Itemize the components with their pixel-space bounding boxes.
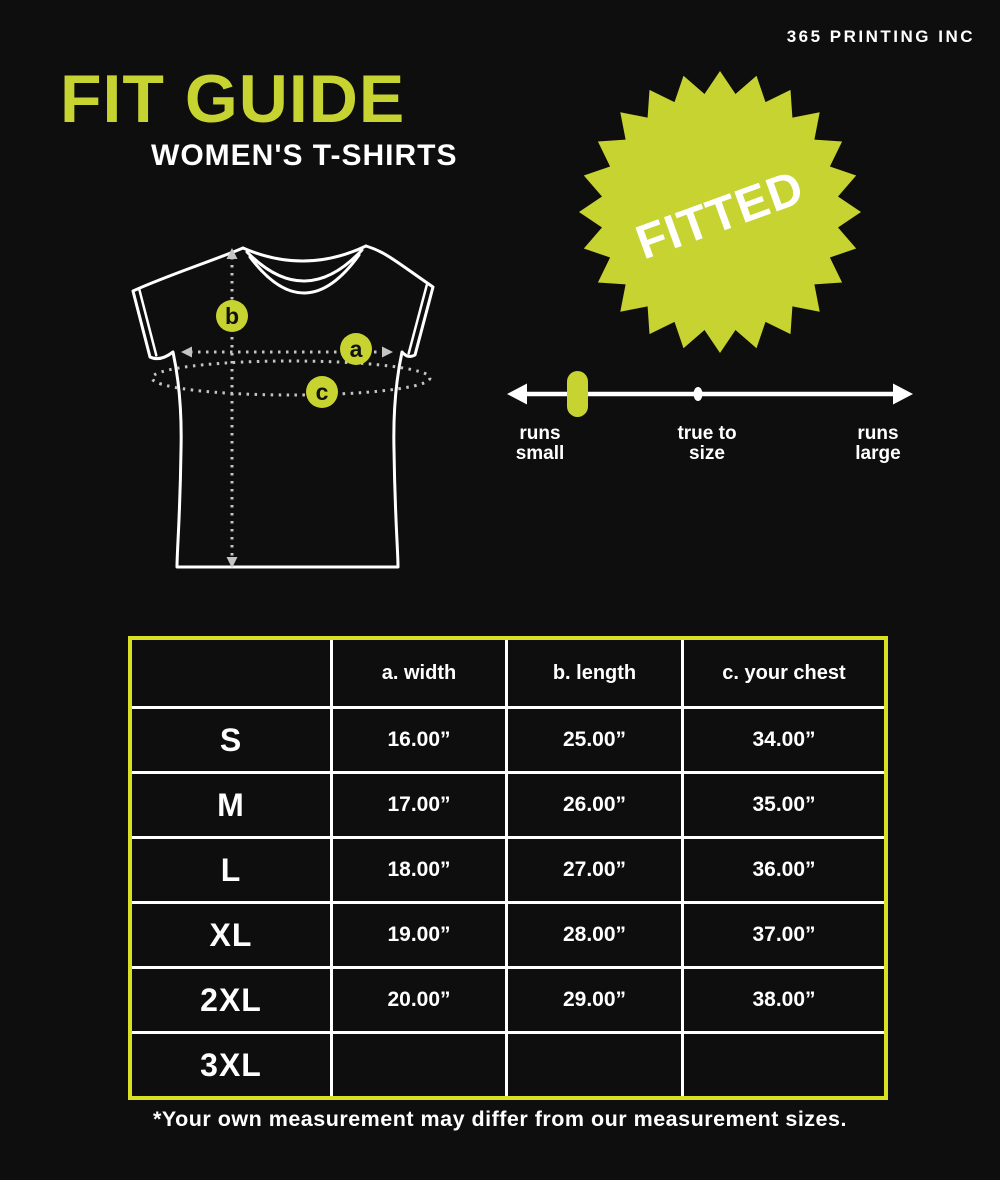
row-l-chest: 36.00” xyxy=(684,839,884,901)
tshirt-diagram xyxy=(110,215,500,595)
marker-b-label: b xyxy=(224,303,240,329)
col-header-blank xyxy=(132,640,330,706)
chest-dotted-ellipse xyxy=(152,361,430,395)
size-chart-table xyxy=(128,636,888,1100)
scale-center-dot xyxy=(694,387,703,401)
row-s-width: 16.00” xyxy=(333,709,505,771)
row-s-length: 25.00” xyxy=(508,709,681,771)
row-3xl-width xyxy=(333,1034,505,1096)
brand-name: 365 PRINTING INC xyxy=(786,27,975,46)
row-2xl-size: 2XL xyxy=(132,969,330,1031)
scale-label-true-to-size: true to size xyxy=(677,423,737,464)
row-s-size: S xyxy=(132,709,330,771)
row-2xl-width: 20.00” xyxy=(333,969,505,1031)
row-l-size: L xyxy=(132,839,330,901)
tshirt-outline xyxy=(133,246,433,567)
scale-label-runs-large: runs large xyxy=(855,423,901,464)
row-xl-length: 28.00” xyxy=(508,904,681,966)
col-header-length: b. length xyxy=(508,640,681,706)
marker-c-label: c xyxy=(315,379,329,405)
row-3xl-size: 3XL xyxy=(132,1034,330,1096)
measurement-guides xyxy=(152,257,430,559)
row-3xl-length xyxy=(508,1034,681,1096)
row-3xl-chest xyxy=(684,1034,884,1096)
collar-back-line xyxy=(243,246,366,261)
row-m-length: 26.00” xyxy=(508,774,681,836)
marker-a-label: a xyxy=(349,336,363,362)
measurement-disclaimer: *Your own measurement may differ from our measurement sizes. xyxy=(153,1107,847,1131)
scale-marker xyxy=(567,371,588,417)
fit-scale xyxy=(500,360,920,425)
row-l-width: 18.00” xyxy=(333,839,505,901)
row-l-length: 27.00” xyxy=(508,839,681,901)
row-2xl-length: 29.00” xyxy=(508,969,681,1031)
row-s-chest: 34.00” xyxy=(684,709,884,771)
col-header-chest: c. your chest xyxy=(684,640,884,706)
row-2xl-chest: 38.00” xyxy=(684,969,884,1031)
scale-label-runs-small: runs small xyxy=(515,423,565,464)
scale-right-arrowhead xyxy=(893,384,913,405)
page-subtitle: WOMEN'S T-SHIRTS xyxy=(151,139,458,172)
row-xl-size: XL xyxy=(132,904,330,966)
row-m-size: M xyxy=(132,774,330,836)
row-m-chest: 35.00” xyxy=(684,774,884,836)
row-xl-width: 19.00” xyxy=(333,904,505,966)
row-xl-chest: 37.00” xyxy=(684,904,884,966)
fitted-badge xyxy=(575,65,865,360)
row-m-width: 17.00” xyxy=(333,774,505,836)
page-title: FIT GUIDE xyxy=(60,61,406,137)
measurement-arrowheads xyxy=(181,248,393,568)
badge-label: FITTED xyxy=(629,160,811,271)
col-header-width: a. width xyxy=(333,640,505,706)
scale-left-arrowhead xyxy=(507,384,527,405)
